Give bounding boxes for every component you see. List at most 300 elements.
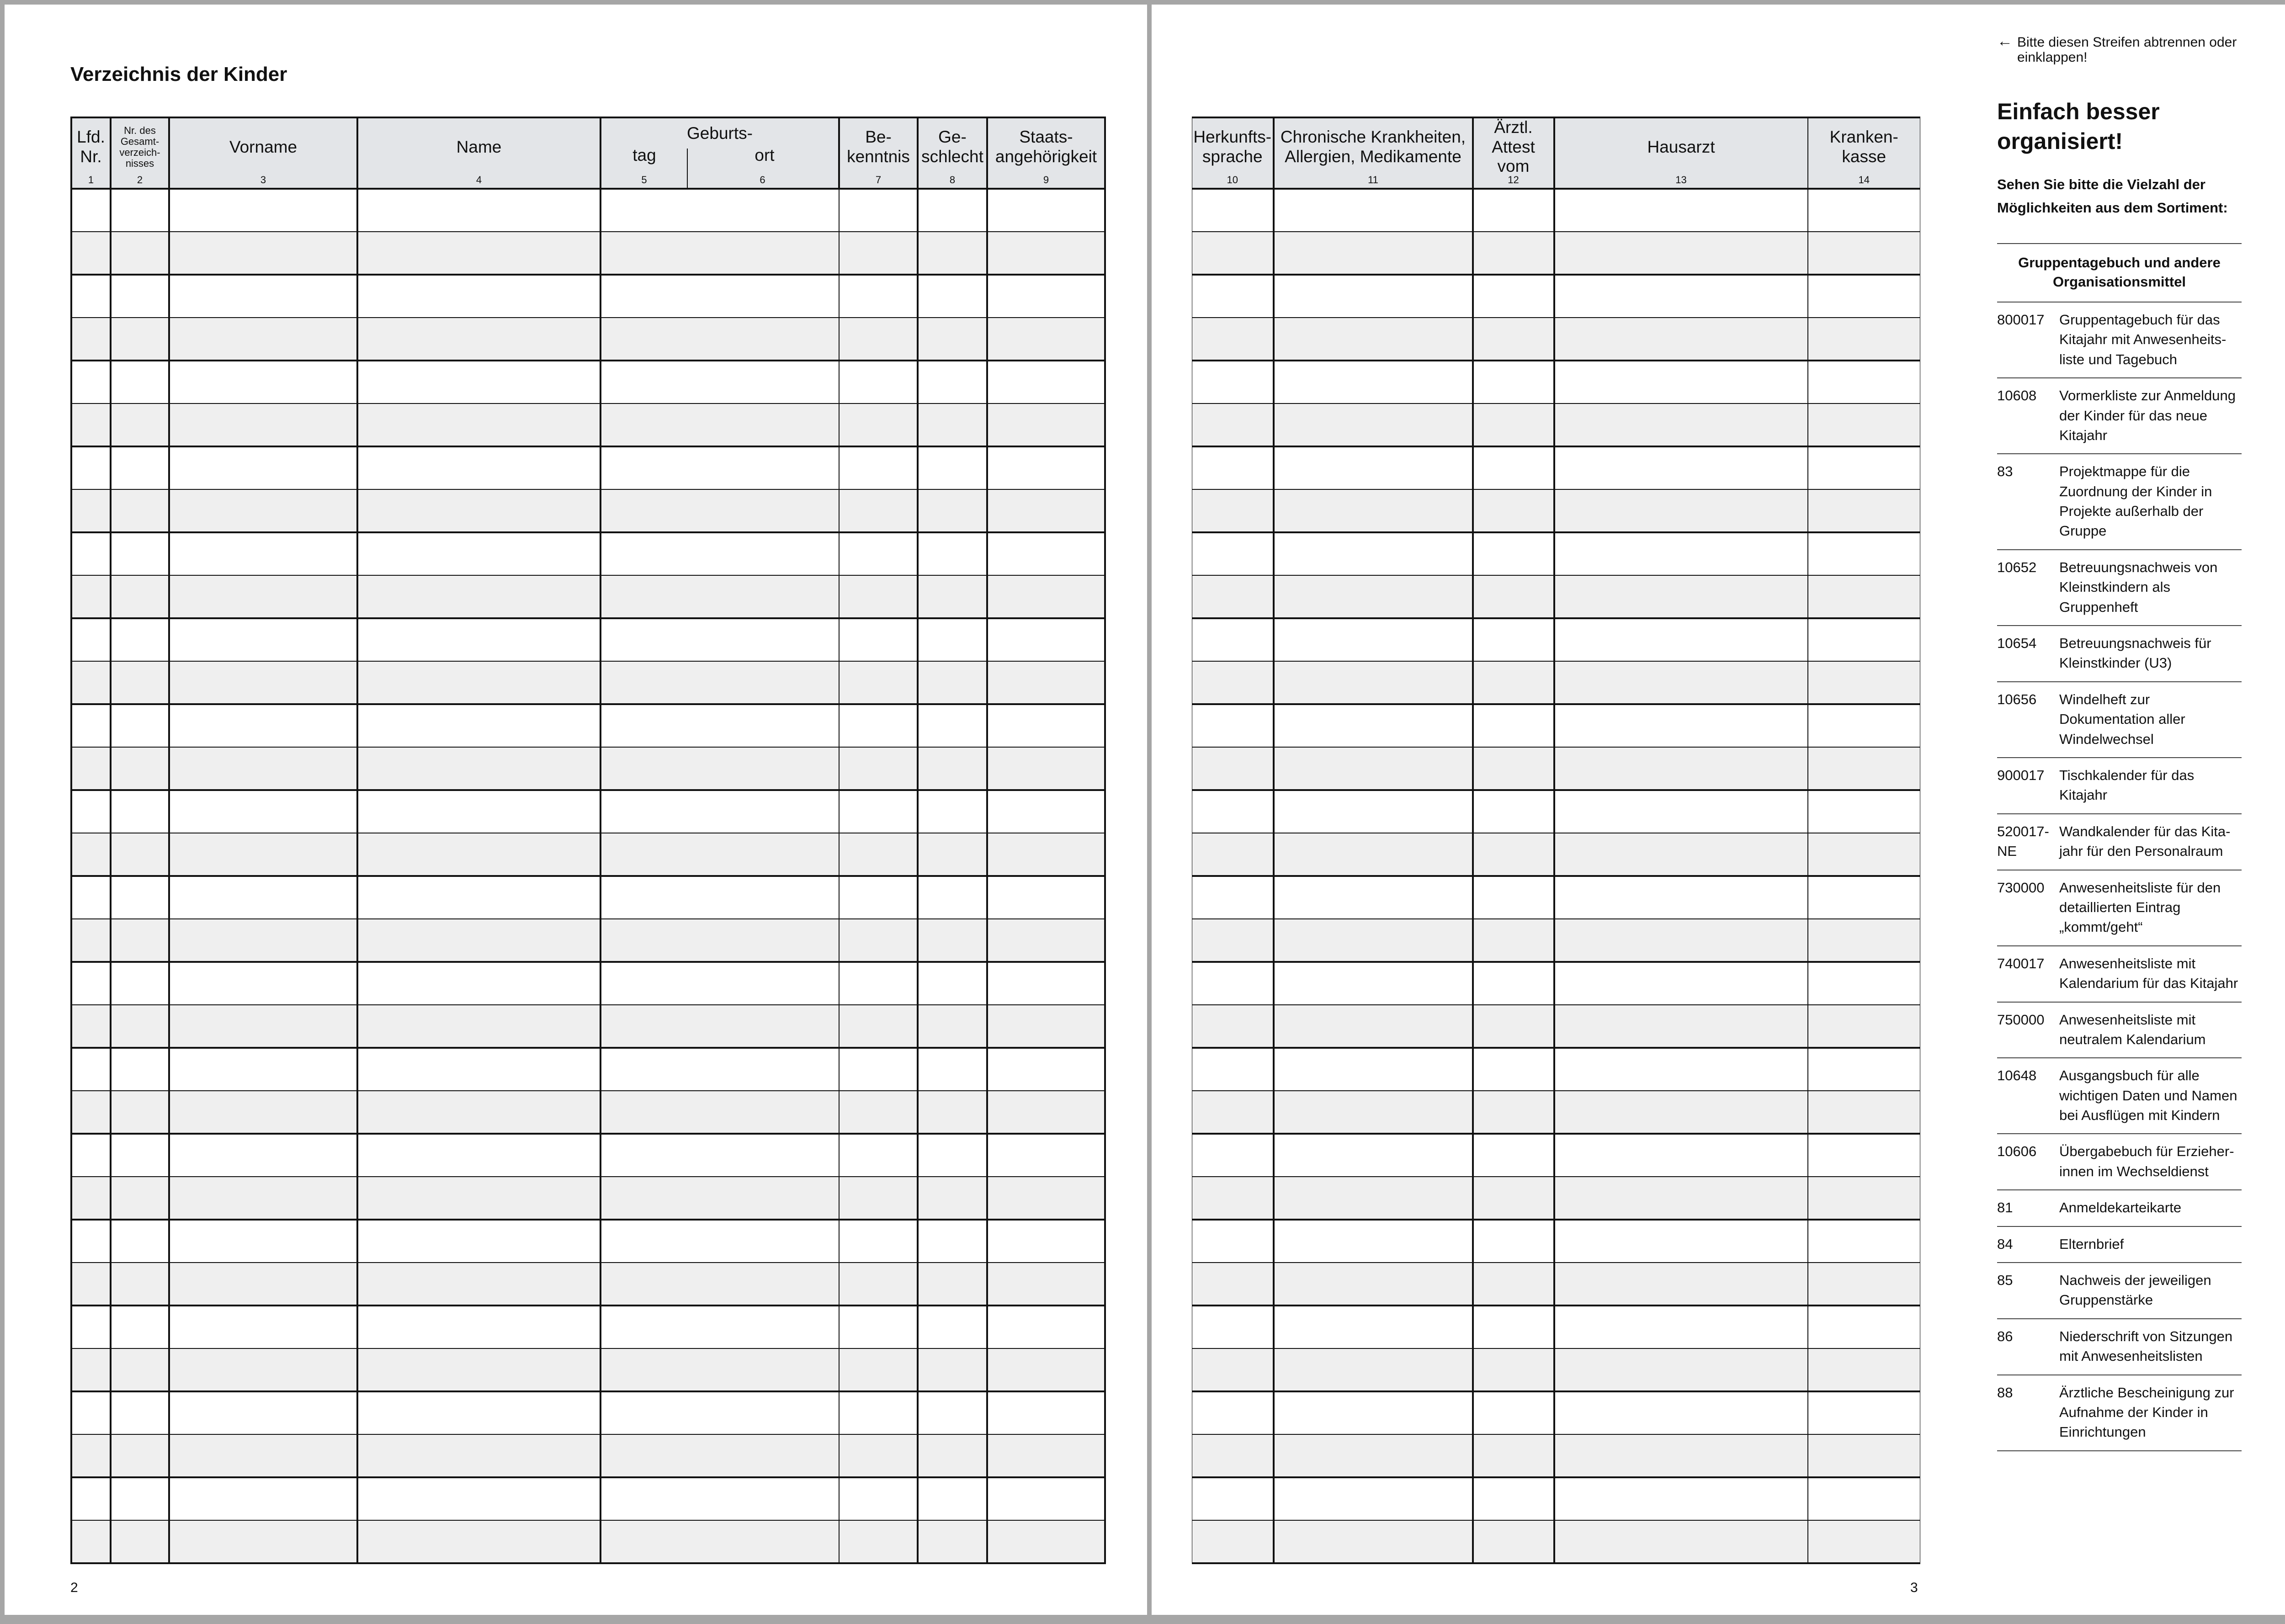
table-cell <box>111 1434 169 1477</box>
table-cell <box>1274 790 1473 833</box>
table-cell <box>987 1177 1105 1220</box>
table-cell <box>111 1134 169 1177</box>
table-cell <box>1808 575 1920 618</box>
table-cell <box>71 661 111 704</box>
table-cell <box>1808 1477 1920 1520</box>
table-cell <box>1808 962 1920 1005</box>
table-cell <box>1274 919 1473 962</box>
table-cell <box>357 1434 600 1477</box>
table-cell <box>600 532 839 575</box>
table-cell <box>600 446 839 489</box>
table-row <box>71 1005 1105 1048</box>
table-cell <box>111 1348 169 1391</box>
table-row <box>1192 704 1920 747</box>
table-cell <box>1473 1091 1554 1134</box>
table-cell <box>839 790 918 833</box>
table-cell <box>169 1091 357 1134</box>
product-code: 750000 <box>1997 1011 2045 1028</box>
table-cell <box>1554 1391 1808 1434</box>
table-cell <box>111 1391 169 1434</box>
product-code: 10606 <box>1997 1143 2037 1160</box>
product-list-item <box>1997 1227 2242 1263</box>
table-cell <box>918 1477 987 1520</box>
header-vorname: Vorname 3 <box>169 117 357 189</box>
table-cell <box>918 790 987 833</box>
table-cell <box>1192 189 1274 232</box>
table-row <box>1192 1134 1920 1177</box>
table-cell <box>1808 704 1920 747</box>
table-cell <box>1192 1048 1274 1091</box>
table-cell <box>111 489 169 532</box>
product-code: 10648 <box>1997 1067 2037 1084</box>
table-row <box>1192 532 1920 575</box>
table-cell <box>357 618 600 661</box>
table-cell <box>71 318 111 361</box>
table-cell <box>600 189 839 232</box>
health-info-table <box>1192 117 1920 1564</box>
table-cell <box>1274 403 1473 446</box>
table-cell <box>987 1220 1105 1263</box>
table-cell <box>918 1177 987 1220</box>
table-row <box>71 575 1105 618</box>
table-cell <box>918 361 987 403</box>
product-description: Anmeldekarteikarte <box>2059 1199 2182 1216</box>
table-cell <box>987 747 1105 790</box>
table-cell <box>71 575 111 618</box>
table-cell <box>1473 1434 1554 1477</box>
product-code: 10652 <box>1997 559 2037 575</box>
table-cell <box>169 1477 357 1520</box>
table-cell <box>71 618 111 661</box>
table-cell <box>71 232 111 275</box>
table-row <box>71 1134 1105 1177</box>
product-code: 900017 <box>1997 767 2045 783</box>
table-row <box>1192 962 1920 1005</box>
table-cell <box>839 1477 918 1520</box>
table-cell <box>839 747 918 790</box>
table-cell <box>600 1391 839 1434</box>
table-cell <box>1473 1306 1554 1348</box>
table-cell <box>1473 575 1554 618</box>
table-row <box>1192 318 1920 361</box>
table-cell <box>71 704 111 747</box>
table-cell <box>169 704 357 747</box>
table-cell <box>71 790 111 833</box>
table-cell <box>1274 704 1473 747</box>
header-bekenntnis: Be- kenntnis 7 <box>839 117 918 189</box>
children-register-table <box>70 117 1106 1564</box>
table-cell <box>357 661 600 704</box>
table-cell <box>1554 1091 1808 1134</box>
product-list-item <box>1997 1263 2242 1319</box>
table-cell <box>600 876 839 919</box>
table-cell <box>1808 919 1920 962</box>
table-row <box>71 1348 1105 1391</box>
product-code: 10654 <box>1997 635 2037 652</box>
table-cell <box>111 361 169 403</box>
table-cell <box>169 1520 357 1563</box>
page-title: Verzeichnis der Kinder <box>70 63 287 85</box>
table-row <box>71 1477 1105 1520</box>
table-cell <box>1274 361 1473 403</box>
table-row <box>1192 747 1920 790</box>
table-cell <box>987 1306 1105 1348</box>
table-cell <box>839 1306 918 1348</box>
table-cell <box>918 275 987 318</box>
table-cell <box>357 1477 600 1520</box>
table-cell <box>1808 618 1920 661</box>
table-row <box>1192 1434 1920 1477</box>
table-row <box>1192 489 1920 532</box>
table-cell <box>357 189 600 232</box>
table-cell <box>71 1306 111 1348</box>
table-row <box>71 661 1105 704</box>
table-cell <box>600 489 839 532</box>
table-row <box>1192 1005 1920 1048</box>
table-cell <box>600 232 839 275</box>
table-cell <box>1808 1306 1920 1348</box>
table-cell <box>987 1434 1105 1477</box>
table-cell <box>1274 446 1473 489</box>
table-cell <box>169 618 357 661</box>
table-cell <box>1192 318 1274 361</box>
product-code: 10608 <box>1997 387 2037 404</box>
table-cell <box>600 661 839 704</box>
table-row <box>1192 1477 1920 1520</box>
table-header-row <box>71 117 1105 189</box>
table-cell <box>839 618 918 661</box>
table-cell <box>839 1348 918 1391</box>
table-cell <box>600 1005 839 1048</box>
table-cell <box>1192 661 1274 704</box>
table-cell <box>839 403 918 446</box>
table-cell <box>1473 232 1554 275</box>
table-row <box>1192 833 1920 876</box>
table-cell <box>600 1263 839 1306</box>
table-cell <box>1473 1263 1554 1306</box>
table-body <box>71 189 1105 1563</box>
table-cell <box>1473 532 1554 575</box>
table-row <box>71 275 1105 318</box>
table-cell <box>918 833 987 876</box>
table-cell <box>987 919 1105 962</box>
table-cell <box>357 1520 600 1563</box>
table-cell <box>987 790 1105 833</box>
product-list-item <box>1997 626 2242 682</box>
table-cell <box>357 318 600 361</box>
table-row <box>1192 1263 1920 1306</box>
table-cell <box>600 1134 839 1177</box>
table-cell <box>1554 661 1808 704</box>
table-row <box>71 446 1105 489</box>
table-cell <box>1808 1005 1920 1048</box>
table-cell <box>600 1306 839 1348</box>
table-cell <box>987 1091 1105 1134</box>
table-cell <box>987 1348 1105 1391</box>
table-cell <box>987 489 1105 532</box>
table-row <box>71 1520 1105 1563</box>
product-description: Tischkalender für das Kitajahr <box>2059 767 2195 803</box>
table-cell <box>839 1434 918 1477</box>
table-cell <box>1192 446 1274 489</box>
table-cell <box>918 532 987 575</box>
table-cell <box>71 1434 111 1477</box>
table-cell <box>1192 1220 1274 1263</box>
table-cell <box>987 661 1105 704</box>
strip-note: ← Bitte diesen Streifen abtrennen oder einklappen! <box>1997 32 2237 65</box>
table-cell <box>918 575 987 618</box>
table-cell <box>169 1048 357 1091</box>
table-cell <box>1554 1134 1808 1177</box>
product-list-item <box>1997 814 2242 870</box>
header-gesamtverzeichnis-nr: Nr. des Gesamt- verzeich- nisses 2 <box>111 117 169 189</box>
product-description: Wandkalender für das Kita- jahr für den Personalraum <box>2059 823 2231 860</box>
table-cell <box>1808 532 1920 575</box>
table-cell <box>357 1391 600 1434</box>
sidebar-title: Einfach besser organisiert! <box>1997 99 2160 154</box>
table-cell <box>918 189 987 232</box>
product-description: Windelheft zur Dokumentation aller Windelwechsel <box>2059 691 2185 747</box>
table-cell <box>1808 1220 1920 1263</box>
table-cell <box>1808 1134 1920 1177</box>
table-cell <box>169 833 357 876</box>
table-header-row <box>1192 117 1920 189</box>
table-cell <box>987 232 1105 275</box>
table-cell <box>1808 318 1920 361</box>
table-cell <box>600 790 839 833</box>
page-number: 2 <box>70 1580 78 1595</box>
header-name: Name 4 <box>357 117 600 189</box>
table-cell <box>71 919 111 962</box>
table-cell <box>1473 661 1554 704</box>
table-cell <box>357 833 600 876</box>
table-cell <box>839 704 918 747</box>
product-list-item <box>1997 303 2242 378</box>
table-cell <box>1554 275 1808 318</box>
product-description: Betreuungsnachweis von Kleinstkindern als Gruppenheft <box>2059 559 2218 615</box>
table-cell <box>357 1048 600 1091</box>
table-cell <box>839 1091 918 1134</box>
table-cell <box>1274 575 1473 618</box>
table-cell <box>71 1091 111 1134</box>
table-cell <box>169 318 357 361</box>
table-cell <box>1192 575 1274 618</box>
table-cell <box>1274 876 1473 919</box>
arrow-left-icon: ← <box>1997 32 2013 50</box>
table-cell <box>839 1134 918 1177</box>
table-cell <box>918 1306 987 1348</box>
product-list-item <box>1997 758 2242 814</box>
table-cell <box>1192 361 1274 403</box>
table-cell <box>1274 275 1473 318</box>
table-cell <box>918 1348 987 1391</box>
header-staatsangehoerigkeit: Staats- angehörigkeit 9 <box>987 117 1105 189</box>
table-cell <box>1554 790 1808 833</box>
table-cell <box>1808 446 1920 489</box>
table-cell <box>600 1091 839 1134</box>
table-cell <box>1473 275 1554 318</box>
table-cell <box>839 318 918 361</box>
table-cell <box>357 1134 600 1177</box>
table-cell <box>839 1391 918 1434</box>
table-cell <box>111 919 169 962</box>
table-cell <box>600 1434 839 1477</box>
table-cell <box>71 833 111 876</box>
header-lfd-nr: Lfd. Nr. 1 <box>71 117 111 189</box>
table-row <box>1192 361 1920 403</box>
table-row <box>71 189 1105 232</box>
table-cell <box>1274 1177 1473 1220</box>
table-row <box>71 318 1105 361</box>
table-cell <box>987 704 1105 747</box>
table-cell <box>1808 833 1920 876</box>
table-cell <box>918 1220 987 1263</box>
table-cell <box>357 361 600 403</box>
table-cell <box>71 1048 111 1091</box>
table-cell <box>1473 704 1554 747</box>
product-code: 730000 <box>1997 879 2045 896</box>
table-cell <box>71 1520 111 1563</box>
table-cell <box>1554 1348 1808 1391</box>
table-cell <box>1473 962 1554 1005</box>
table-cell <box>987 876 1105 919</box>
table-cell <box>71 1263 111 1306</box>
table-cell <box>600 575 839 618</box>
table-cell <box>71 1477 111 1520</box>
table-cell <box>600 1520 839 1563</box>
table-cell <box>71 962 111 1005</box>
table-cell <box>111 1263 169 1306</box>
table-cell <box>1192 1263 1274 1306</box>
table-cell <box>918 403 987 446</box>
table-cell <box>169 1348 357 1391</box>
product-sidebar <box>1997 32 2242 1451</box>
table-cell <box>357 489 600 532</box>
table-cell <box>839 833 918 876</box>
table-cell <box>1473 1005 1554 1048</box>
table-cell <box>1554 1263 1808 1306</box>
table-cell <box>169 1306 357 1348</box>
table-body <box>1192 189 1920 1563</box>
page-left <box>5 5 1147 1615</box>
table-cell <box>71 446 111 489</box>
table-row <box>71 1091 1105 1134</box>
table-row <box>71 1306 1105 1348</box>
table-cell <box>918 704 987 747</box>
table-cell <box>71 1220 111 1263</box>
table-cell <box>71 189 111 232</box>
table-row <box>1192 1177 1920 1220</box>
table-cell <box>1808 1048 1920 1091</box>
table-cell <box>169 1134 357 1177</box>
table-cell <box>1274 232 1473 275</box>
product-list-item <box>1997 454 2242 550</box>
table-cell <box>71 275 111 318</box>
table-cell <box>1192 1520 1274 1563</box>
table-cell <box>357 1005 600 1048</box>
table-cell <box>1192 1391 1274 1434</box>
table-cell <box>111 1477 169 1520</box>
table-cell <box>111 1005 169 1048</box>
table-cell <box>1554 833 1808 876</box>
product-code: 800017 <box>1997 311 2045 328</box>
table-cell <box>839 446 918 489</box>
table-cell <box>1808 1434 1920 1477</box>
table-cell <box>1274 1134 1473 1177</box>
table-row <box>71 361 1105 403</box>
header-hausarzt: Hausarzt 13 <box>1554 117 1808 189</box>
table-row <box>71 833 1105 876</box>
table-cell <box>987 446 1105 489</box>
table-cell <box>839 661 918 704</box>
table-cell <box>1274 1005 1473 1048</box>
table-cell <box>600 361 839 403</box>
table-cell <box>357 962 600 1005</box>
table-cell <box>1554 1048 1808 1091</box>
table-cell <box>111 790 169 833</box>
table-row <box>1192 919 1920 962</box>
table-cell <box>169 489 357 532</box>
table-cell <box>169 1177 357 1220</box>
table-cell <box>111 532 169 575</box>
table-cell <box>987 189 1105 232</box>
table-cell <box>1192 1134 1274 1177</box>
table-cell <box>600 618 839 661</box>
table-cell <box>1554 876 1808 919</box>
table-cell <box>71 747 111 790</box>
table-cell <box>918 1091 987 1134</box>
table-cell <box>1808 275 1920 318</box>
product-list-item <box>1997 870 2242 946</box>
table-cell <box>71 1348 111 1391</box>
table-cell <box>1274 1048 1473 1091</box>
table-cell <box>71 1134 111 1177</box>
table-cell <box>1274 1348 1473 1391</box>
table-row <box>71 919 1105 962</box>
table-cell <box>169 1263 357 1306</box>
table-cell <box>1192 532 1274 575</box>
table-cell <box>1554 403 1808 446</box>
table-cell <box>111 403 169 446</box>
table-cell <box>111 704 169 747</box>
table-row <box>71 489 1105 532</box>
product-description: Vormerkliste zur Anmeldung der Kinder für das neue Kitajahr <box>2059 387 2236 443</box>
product-description: Ausgangsbuch für alle wichtigen Daten und Namen bei Ausflügen mit Kindern <box>2059 1067 2237 1124</box>
table-cell <box>1808 189 1920 232</box>
table-cell <box>1274 1263 1473 1306</box>
table-cell <box>1473 876 1554 919</box>
table-cell <box>111 1048 169 1091</box>
product-code: 84 <box>1997 1236 2013 1252</box>
table-cell <box>357 232 600 275</box>
table-row <box>1192 661 1920 704</box>
product-list-item <box>1997 378 2242 454</box>
table-cell <box>111 747 169 790</box>
table-cell <box>169 275 357 318</box>
table-cell <box>111 575 169 618</box>
table-cell <box>987 1520 1105 1563</box>
table-cell <box>357 575 600 618</box>
table-row <box>71 1263 1105 1306</box>
table-row <box>71 1434 1105 1477</box>
product-list-item <box>1997 1058 2242 1134</box>
table-cell <box>918 1134 987 1177</box>
table-cell <box>1274 747 1473 790</box>
product-list-item <box>1997 1134 2242 1190</box>
table-cell <box>918 1434 987 1477</box>
table-cell <box>111 189 169 232</box>
product-list-item <box>1997 1319 2242 1375</box>
